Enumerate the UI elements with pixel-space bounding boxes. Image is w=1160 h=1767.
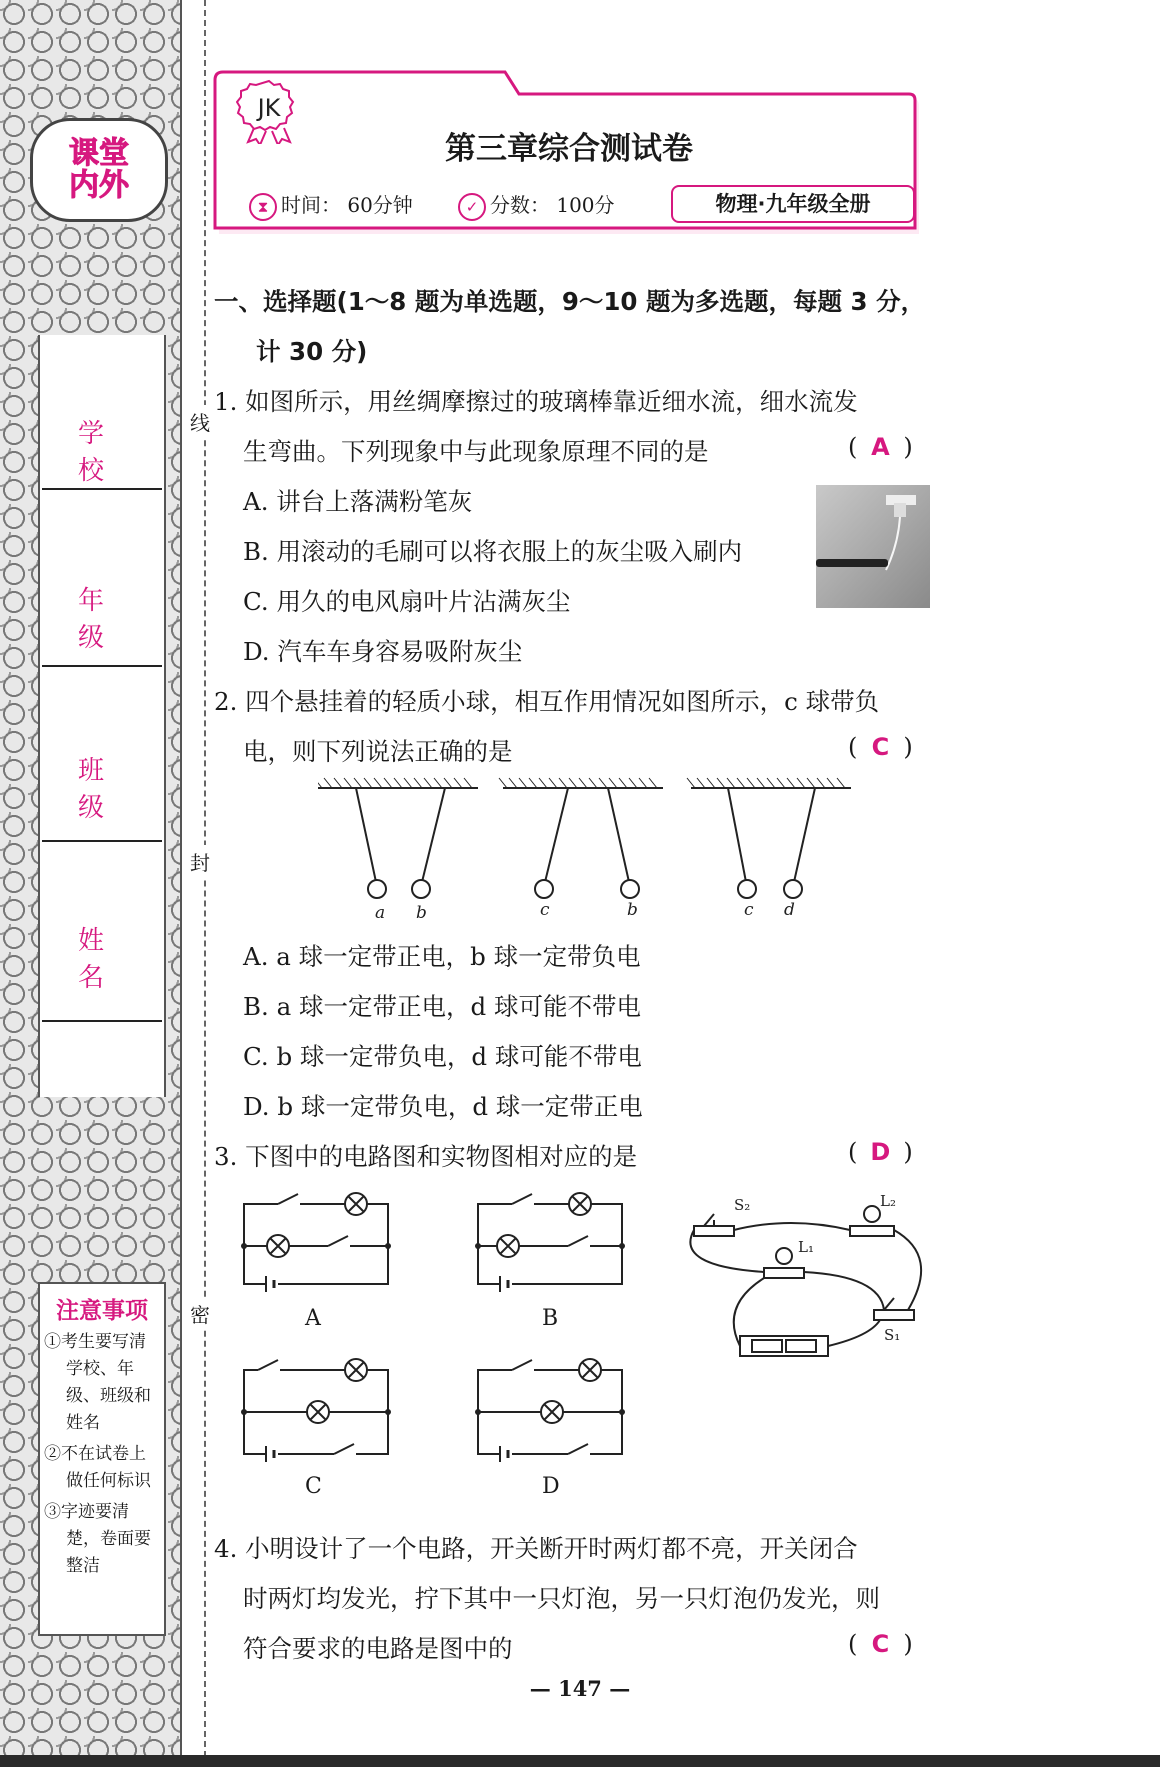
q1-stem: 1. 如图所示，用丝绸摩擦过的玻璃棒靠近细水流，细水流发 bbox=[214, 387, 858, 416]
time-info bbox=[249, 189, 413, 221]
ball-label-b2: b bbox=[627, 900, 638, 920]
q2-option-c: C. b 球一定带负电，d 球可能不带电 bbox=[243, 1042, 642, 1071]
school-field-label: 学 校 bbox=[77, 419, 126, 486]
q1-answer-value: A bbox=[871, 433, 890, 461]
class-blank bbox=[42, 840, 162, 842]
circuit-diagram-c bbox=[238, 1356, 398, 1466]
notice-box bbox=[38, 1282, 166, 1636]
logo-text-1: 课堂 bbox=[69, 136, 129, 171]
bottom-edge bbox=[0, 1755, 1160, 1767]
q4-stem-cont: 时两灯均发光，拧下其中一只灯泡，另一只灯泡仍发光，则 bbox=[243, 1584, 880, 1613]
hourglass-icon: ⧗ bbox=[249, 193, 277, 221]
badge-text: JK bbox=[257, 94, 281, 122]
q3-answer-value: D bbox=[870, 1138, 891, 1166]
notice-item: ②不在试卷上做任何标识 bbox=[44, 1444, 151, 1491]
grade-field-label: 年 级 bbox=[77, 586, 126, 653]
physical-circuit-figure bbox=[680, 1186, 932, 1372]
circuit-diagram-a bbox=[238, 1186, 398, 1296]
q1-answer: ( A ) bbox=[848, 433, 913, 461]
ball-label-b: b bbox=[416, 903, 427, 923]
section-heading: 一、选择题(1～8 题为单选题，9～10 题为多选题，每题 3 分， bbox=[214, 287, 926, 316]
binding-char-feng: 封 bbox=[190, 845, 210, 878]
q2-answer: ( C ) bbox=[848, 733, 913, 761]
binding-line bbox=[204, 0, 206, 1767]
time-value: 60分钟 bbox=[347, 193, 413, 217]
circuit-diagram-b bbox=[472, 1186, 632, 1296]
water-stream-photo bbox=[816, 485, 930, 608]
q1-option-a: A. 讲台上落满粉笔灰 bbox=[243, 487, 473, 516]
logo-text-2: 内外 bbox=[69, 168, 129, 203]
caption-c: C bbox=[305, 1474, 322, 1499]
q2-option-a: A. a 球一定带正电，b 球一定带负电 bbox=[243, 942, 641, 971]
caption-a: A bbox=[305, 1306, 321, 1331]
q2-option-b: B. a 球一定带正电，d 球可能不带电 bbox=[243, 992, 641, 1021]
brand-logo bbox=[30, 118, 168, 222]
q3-answer: ( D ) bbox=[848, 1138, 913, 1166]
q1-stem-cont: 生弯曲。下列现象中与此现象原理不同的是 bbox=[243, 437, 709, 466]
notice-item: ①考生要写清学校、年级、班级和姓名 bbox=[44, 1332, 151, 1433]
exam-header bbox=[213, 68, 925, 235]
student-info-panel bbox=[38, 335, 166, 1097]
name-blank bbox=[42, 1020, 162, 1022]
circuit-diagram-d bbox=[472, 1356, 632, 1466]
q2-stem: 2. 四个悬挂着的轻质小球，相互作用情况如图所示，c 球带负 bbox=[214, 687, 880, 716]
exam-title: 第三章综合测试卷 bbox=[445, 131, 693, 167]
q1-option-c: C. 用久的电风扇叶片沾满灰尘 bbox=[243, 587, 571, 616]
q1-option-b: B. 用滚动的毛刷可以将衣服上的灰尘吸入刷内 bbox=[243, 537, 743, 566]
q1-option-d: D. 汽车车身容易吸附灰尘 bbox=[243, 637, 523, 666]
q4-answer: ( C ) bbox=[848, 1630, 913, 1658]
score-label: 分数： bbox=[490, 193, 550, 217]
grade-blank bbox=[42, 665, 162, 667]
caption-b: B bbox=[542, 1306, 559, 1331]
ball-label-c: c bbox=[540, 900, 550, 920]
q4-stem: 4. 小明设计了一个电路，开关断开时两灯都不亮，开关闭合 bbox=[214, 1534, 858, 1563]
class-field-label: 班 级 bbox=[77, 756, 126, 823]
binding-char-xian: 线 bbox=[190, 405, 210, 438]
binding-char-mi: 密 bbox=[190, 1297, 210, 1330]
ball-label-a: a bbox=[375, 903, 386, 923]
name-field-label: 姓 名 bbox=[77, 926, 126, 993]
school-blank bbox=[42, 488, 162, 490]
q2-answer-value: C bbox=[871, 733, 890, 761]
q4-answer-value: C bbox=[871, 1630, 890, 1658]
score-info bbox=[458, 189, 615, 221]
score-value: 100分 bbox=[556, 193, 615, 217]
subject-label: 物理·九年级全册 bbox=[671, 185, 915, 223]
svg-text:S₁: S₁ bbox=[884, 1326, 901, 1344]
notice-item: ③字迹要清楚，卷面要整洁 bbox=[44, 1502, 151, 1576]
q4-stem-cont2: 符合要求的电路是图中的 bbox=[243, 1634, 513, 1663]
q3-stem: 3. 下图中的电路图和实物图相对应的是 bbox=[214, 1142, 638, 1171]
section-heading-cont: 计 30 分) bbox=[256, 337, 368, 366]
checkmark-icon: ✓ bbox=[458, 193, 486, 221]
q2-stem-cont: 电，则下列说法正确的是 bbox=[243, 737, 513, 766]
caption-d: D bbox=[542, 1474, 560, 1499]
svg-text:L₂: L₂ bbox=[880, 1192, 896, 1210]
page-number: — 147 — bbox=[529, 1676, 631, 1701]
q2-option-d: D. b 球一定带负电，d 球一定带正电 bbox=[243, 1092, 643, 1121]
pendulum-balls-figure bbox=[318, 776, 858, 926]
svg-text:S₂: S₂ bbox=[734, 1196, 751, 1214]
ball-label-d: d bbox=[784, 900, 795, 920]
time-label: 时间： bbox=[281, 193, 341, 217]
ball-label-c2: c bbox=[744, 900, 754, 920]
svg-text:L₁: L₁ bbox=[798, 1238, 814, 1256]
notice-title: 注意事项 bbox=[56, 1298, 148, 1324]
